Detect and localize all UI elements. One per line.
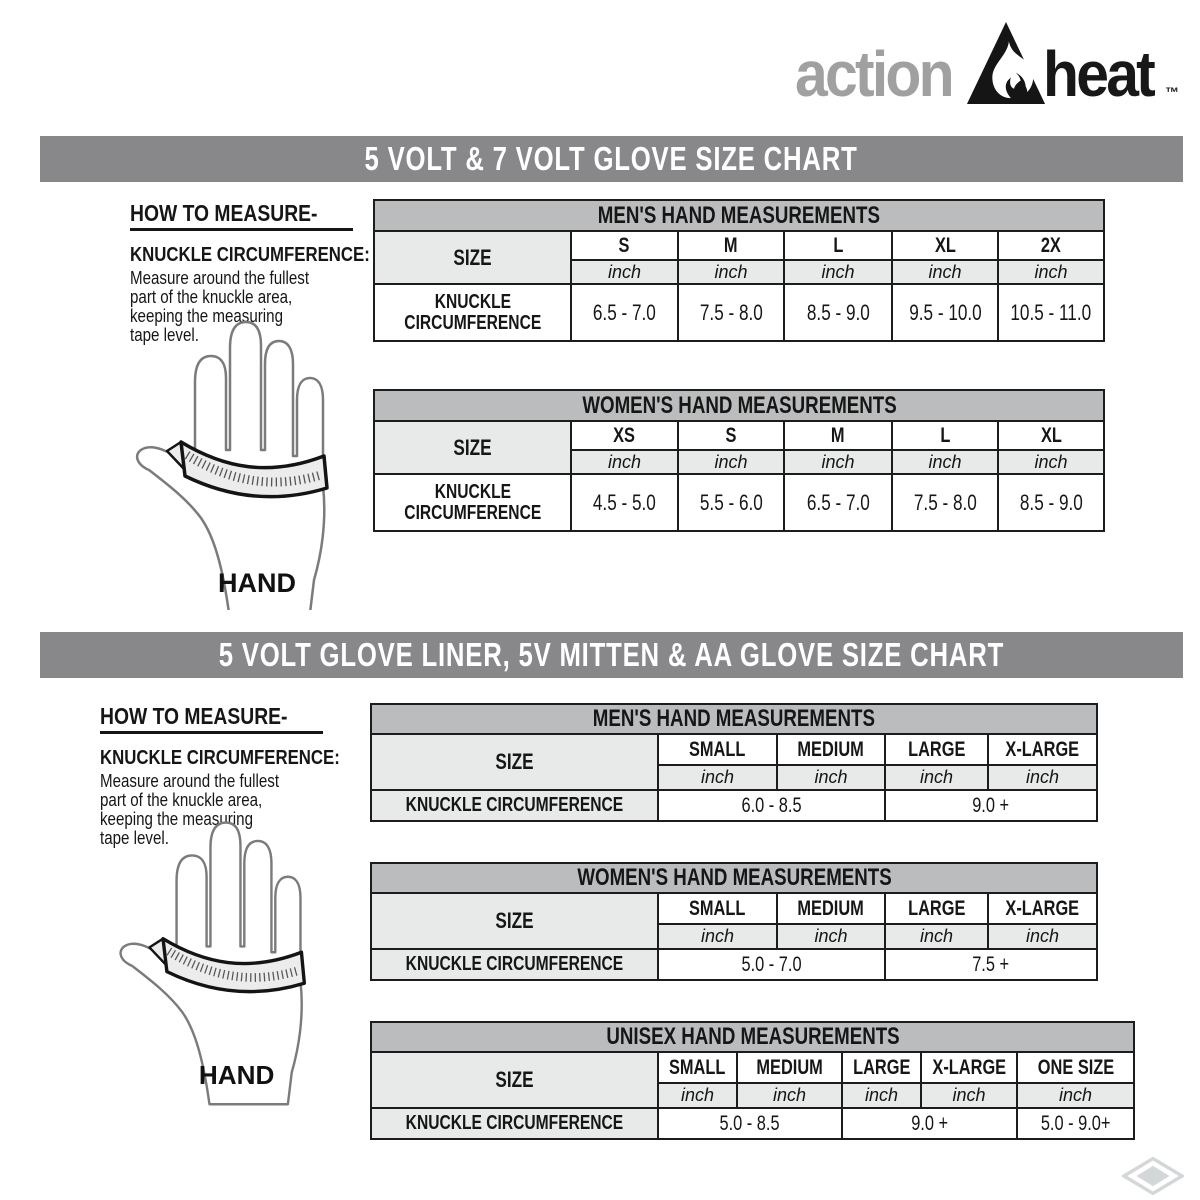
measure-instruction-line: keeping the measuring [130, 306, 283, 326]
unit-cell: inch [571, 450, 678, 474]
measurement-value: 6.0 - 8.5 [658, 790, 885, 821]
measurement-value: 5.0 - 8.5 [658, 1108, 842, 1139]
measurement-value: 8.5 - 9.0 [998, 474, 1104, 531]
size-col-header: S [678, 421, 784, 450]
womens-table-5v7v [373, 389, 1105, 532]
unit-cell: inch [784, 450, 892, 474]
hand-measure-illustration-2 [103, 810, 345, 1110]
unit-cell: inch [988, 924, 1097, 949]
measurement-value: 5.5 - 6.0 [678, 474, 784, 531]
unit-cell: inch [658, 1083, 737, 1108]
banner-liner-mitten-aa [40, 632, 1183, 678]
size-header-cell: SIZE [374, 421, 571, 474]
knuckle-row-label: KNUCKLE CIRCUMFERENCE [371, 1108, 658, 1139]
size-col-header: MEDIUM [777, 893, 885, 924]
size-col-header: S [571, 231, 678, 260]
banner-liner-mitten-aa-text: 5 VOLT GLOVE LINER, 5V MITTEN & AA GLOVE SIZE CHART [218, 636, 1005, 673]
size-header-cell: SIZE [371, 893, 658, 949]
unisex-table-liner [370, 1021, 1135, 1140]
unit-cell: inch [777, 765, 885, 790]
unit-cell: inch [892, 260, 998, 284]
unit-cell: inch [998, 450, 1104, 474]
womens-table-liner [370, 862, 1098, 981]
table-title: WOMEN'S HAND MEASUREMENTS [371, 863, 1097, 893]
unit-cell: inch [1017, 1083, 1134, 1108]
mens-table-liner [370, 703, 1098, 822]
size-col-header: XL [892, 231, 998, 260]
unit-cell: inch [842, 1083, 921, 1108]
knuckle-circumference-subheading: KNUCKLE CIRCUMFERENCE: [130, 244, 370, 266]
size-col-header: XS [571, 421, 678, 450]
size-col-header: X-LARGE [988, 893, 1097, 924]
how-to-measure-heading: HOW TO MEASURE- [130, 200, 318, 226]
size-col-header: L [784, 231, 892, 260]
measurement-value: 7.5 + [885, 949, 1097, 980]
measure-instruction-line: Measure around the fullest [100, 771, 280, 791]
measurement-value: 5.0 - 7.0 [658, 949, 885, 980]
measurement-value: 7.5 - 8.0 [892, 474, 998, 531]
knuckle-row-label: KNUCKLE CIRCUMFERENCE [374, 474, 571, 531]
unit-cell: inch [678, 260, 784, 284]
measure-instruction-line: Measure around the fullest [130, 268, 310, 288]
size-col-header: SMALL [658, 734, 777, 765]
size-col-header: X-LARGE [921, 1052, 1017, 1083]
size-col-header: MEDIUM [737, 1052, 842, 1083]
unit-cell: inch [784, 260, 892, 284]
size-header-cell: SIZE [374, 231, 571, 284]
unit-cell: inch [885, 765, 988, 790]
banner-5v-7v-glove [40, 136, 1183, 182]
measurement-value: 4.5 - 5.0 [571, 474, 678, 531]
knuckle-circumference-subheading: KNUCKLE CIRCUMFERENCE: [100, 747, 340, 769]
unit-cell: inch [777, 924, 885, 949]
measurement-value: 9.0 + [885, 790, 1097, 821]
unit-cell: inch [571, 260, 678, 284]
unit-cell: inch [921, 1083, 1017, 1108]
unit-cell: inch [737, 1083, 842, 1108]
measurement-value: 10.5 - 11.0 [998, 284, 1104, 341]
measure-instruction-line: tape level. [130, 325, 199, 345]
size-col-header: 2X [998, 231, 1104, 260]
unit-cell: inch [678, 450, 784, 474]
size-col-header: LARGE [842, 1052, 921, 1083]
size-header-cell: SIZE [371, 1052, 658, 1108]
measurement-value: 9.0 + [842, 1108, 1017, 1139]
how-to-measure-heading: HOW TO MEASURE- [100, 703, 288, 729]
size-col-header: SMALL [658, 1052, 737, 1083]
size-col-header: LARGE [885, 893, 988, 924]
unit-cell: inch [998, 260, 1104, 284]
measurement-value: 6.5 - 7.0 [784, 474, 892, 531]
hand-label: HAND [198, 1059, 275, 1090]
measurement-value: 6.5 - 7.0 [571, 284, 678, 341]
measurement-value: 8.5 - 9.0 [784, 284, 892, 341]
size-col-header: ONE SIZE [1017, 1052, 1134, 1083]
size-col-header: MEDIUM [777, 734, 885, 765]
measurement-value: 5.0 - 9.0+ [1017, 1108, 1134, 1139]
size-col-header: M [784, 421, 892, 450]
unit-cell: inch [658, 765, 777, 790]
size-col-header: XL [998, 421, 1104, 450]
unit-cell: inch [988, 765, 1097, 790]
size-col-header: L [892, 421, 998, 450]
knuckle-row-label: KNUCKLE CIRCUMFERENCE [371, 949, 658, 980]
table-title: WOMEN'S HAND MEASUREMENTS [374, 390, 1104, 421]
table-title: MEN'S HAND MEASUREMENTS [374, 200, 1104, 231]
size-col-header: X-LARGE [988, 734, 1097, 765]
measure-instruction-line: keeping the measuring [100, 809, 253, 829]
unit-cell: inch [658, 924, 777, 949]
measure-instruction-line: tape level. [100, 828, 169, 848]
unit-cell: inch [892, 450, 998, 474]
unit-cell: inch [885, 924, 988, 949]
banner-5v-7v-glove-text: 5 VOLT & 7 VOLT GLOVE SIZE CHART [364, 140, 859, 177]
hand-label: HAND [218, 568, 296, 598]
logo-text-heat: heat [1043, 38, 1154, 111]
measure-instruction-line: part of the knuckle area, [130, 287, 293, 307]
measure-instruction-line: part of the knuckle area, [100, 790, 263, 810]
size-col-header: M [678, 231, 784, 260]
table-title: UNISEX HAND MEASUREMENTS [371, 1022, 1134, 1052]
knuckle-row-label: KNUCKLE CIRCUMFERENCE [371, 790, 658, 821]
measurement-value: 7.5 - 8.0 [678, 284, 784, 341]
table-title: MEN'S HAND MEASUREMENTS [371, 704, 1097, 734]
size-col-header: SMALL [658, 893, 777, 924]
knuckle-row-label: KNUCKLE CIRCUMFERENCE [374, 284, 571, 341]
logo-trademark: ™ [1165, 84, 1180, 100]
hand-measure-illustration-1 [113, 318, 375, 610]
diamond-watermark-icon [1122, 1156, 1184, 1196]
size-header-cell: SIZE [371, 734, 658, 790]
mens-table-5v7v [373, 199, 1105, 342]
brand-logo [795, 18, 1180, 111]
flame-triangle-icon [965, 20, 1047, 106]
logo-text-action: action [795, 38, 952, 111]
size-col-header: LARGE [885, 734, 988, 765]
measurement-value: 9.5 - 10.0 [892, 284, 998, 341]
